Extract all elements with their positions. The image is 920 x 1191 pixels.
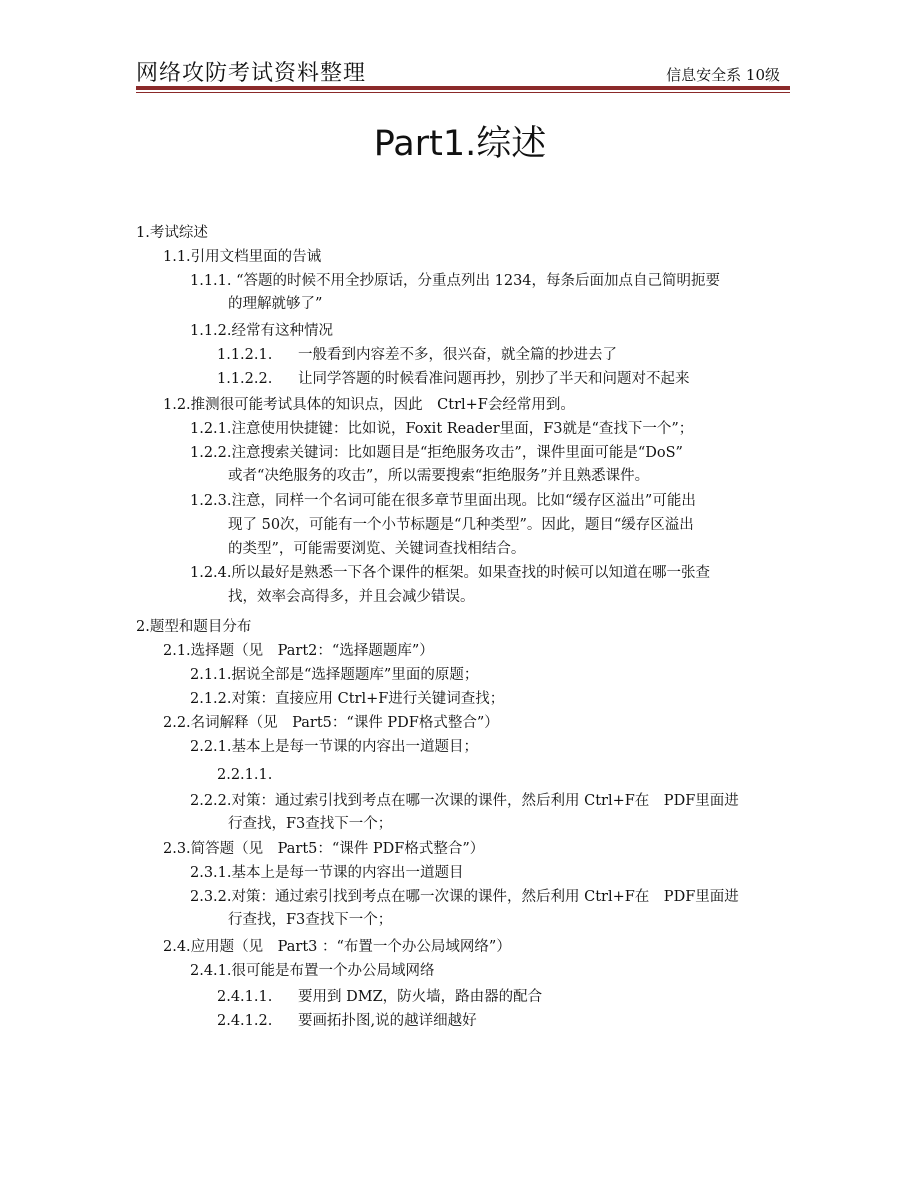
list-item: 2.2.1.基本上是每一节课的内容出一道题目； (190, 739, 479, 755)
list-item-number: 2.4.1.2. (217, 1013, 273, 1029)
subsection-heading: 1.1.引用文档里面的告诫 (163, 249, 322, 265)
list-item: 1.1.2.经常有这种情况 (190, 323, 334, 339)
list-item: 2.1.2.对策：直接应用 Ctrl+F进行关键词查找； (190, 691, 505, 707)
list-item-text: 要用到 DMZ，防火墙，路由器的配合 (298, 989, 543, 1005)
subsection-heading: 1.2.推测很可能考试具体的知识点，因此 Ctrl+F会经常用到。 (163, 397, 575, 413)
list-item: 2.3.2.对策：通过索引找到考点在哪一次课的课件，然后利用 Ctrl+F在 PDF里面进 (190, 889, 739, 905)
list-item: 1.2.2.注意搜索关键词：比如题目是“拒绝服务攻击”，课件里面可能是“DoS” (190, 445, 683, 461)
subsection-heading: 2.4.应用题（见 Part3 ：“布置一个办公局域网络”） (163, 939, 511, 955)
subsection-heading: 2.2.名词解释（见 Part5：“课件 PDF格式整合”） (163, 715, 499, 731)
list-item: 2.4.1.很可能是布置一个办公局域网络 (190, 963, 435, 979)
header-rule-thin (136, 92, 790, 93)
list-item: 2.3.1.基本上是每一节课的内容出一道题目 (190, 865, 464, 881)
list-item-continuation: 行查找，F3查找下一个； (228, 912, 393, 928)
list-item-continuation: 行查找，F3查找下一个； (228, 816, 393, 832)
list-item: 1.1.1. “答题的时候不用全抄原话，分重点列出 1234，每条后面加点自己简明扼要 (190, 273, 721, 289)
list-item-continuation: 的理解就够了” (228, 296, 323, 312)
header-title: 网络攻防考试资料整理 (136, 61, 367, 86)
subsection-heading: 2.3.简答题（见 Part5：“课件 PDF格式整合”） (163, 841, 485, 857)
list-item-text: 一般看到内容差不多，很兴奋，就全篇的抄进去了 (298, 347, 617, 363)
list-item: 2.1.1.据说全部是“选择题题库”里面的原题； (190, 667, 479, 683)
list-item-number: 1.1.2.2. (217, 371, 273, 387)
list-item-number: 2.4.1.1. (217, 989, 273, 1005)
header-rule-thick (136, 86, 790, 90)
list-item-continuation: 的类型”，可能需要浏览、关键词查找相结合。 (228, 541, 526, 557)
header-department: 信息安全系 10级 (666, 66, 780, 84)
list-item-continuation: 或者“决绝服务的攻击”，所以需要搜索“拒绝服务”并且熟悉课件。 (228, 468, 650, 484)
list-item: 1.2.1.注意使用快捷键：比如说，Foxit Reader里面，F3就是“查找下一个”； (190, 421, 694, 437)
list-item-number: 2.2.1.1. (217, 767, 273, 783)
subsection-heading: 2.1.选择题（见 Part2：“选择题题库”） (163, 643, 434, 659)
list-item-text: 要画拓扑图,说的越详细越好 (298, 1013, 477, 1029)
list-item-number: 1.1.2.1. (217, 347, 273, 363)
list-item-continuation: 现了 50次，可能有一个小节标题是“几种类型”。因此，题目“缓存区溢出 (228, 517, 694, 533)
list-item-text: 让同学答题的时候看准问题再抄，别抄了半天和问题对不起来 (298, 371, 690, 387)
section-heading: 2.题型和题目分布 (136, 619, 252, 635)
page-title: Part1.综述 (373, 124, 547, 164)
list-item: 1.2.3.注意，同样一个名词可能在很多章节里面出现。比如“缓存区溢出”可能出 (190, 493, 696, 509)
list-item-continuation: 找，效率会高得多，并且会减少错误。 (228, 589, 475, 605)
list-item: 1.2.4.所以最好是熟悉一下各个课件的框架。如果查找的时候可以知道在哪一张查 (190, 565, 711, 581)
list-item: 2.2.2.对策：通过索引找到考点在哪一次课的课件，然后利用 Ctrl+F在 PDF里面进 (190, 793, 739, 809)
section-heading: 1.考试综述 (136, 225, 208, 241)
